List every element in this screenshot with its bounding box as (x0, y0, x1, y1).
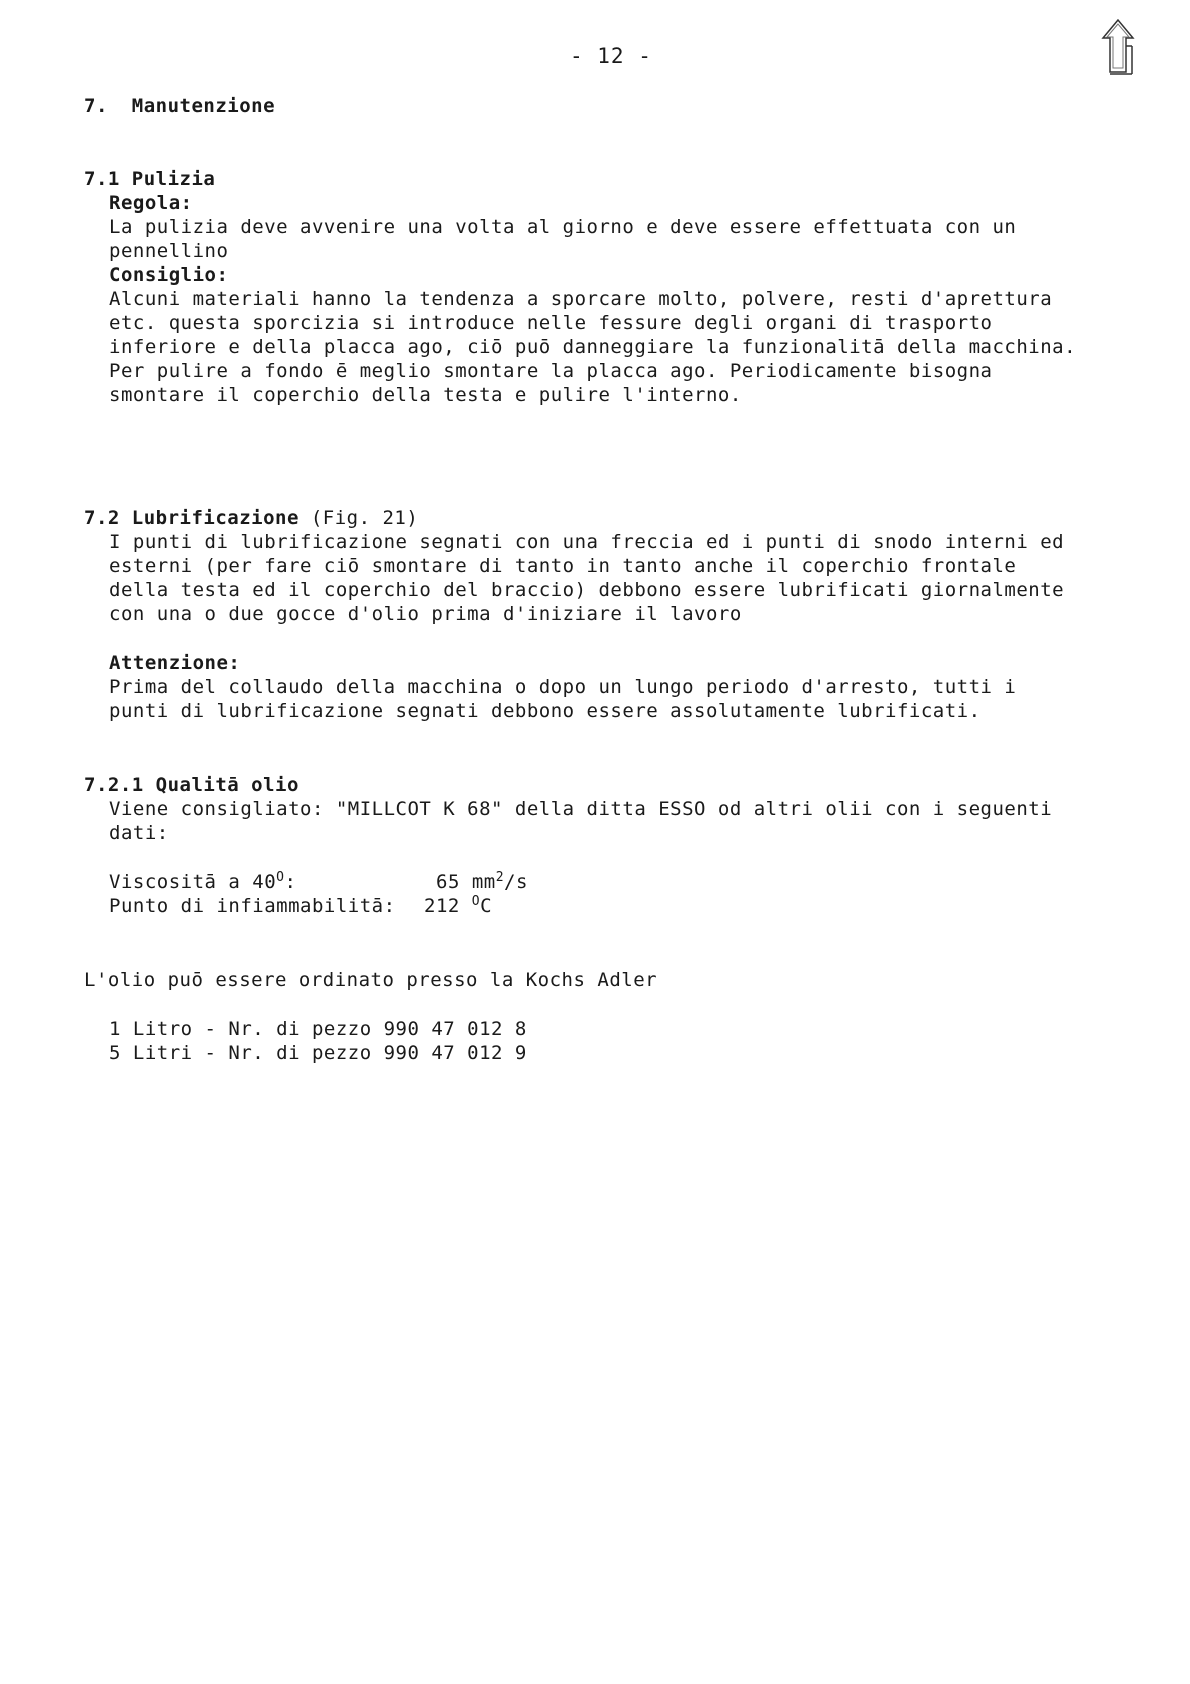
warning-label: Attenzione: (109, 652, 241, 674)
advice-line: inferiore e della placca ago, ciō puō danneggiare la funzionalitā della macchina. (109, 336, 1077, 358)
flash-point-value: 212 $^O$C (424, 894, 493, 917)
advice-label: Consiglio: (109, 264, 229, 286)
subsection-heading-7-1: 7.1 Pulizia (84, 168, 216, 190)
section-heading: 7. Manutenzione (84, 95, 276, 117)
page-number: - 12 - (570, 44, 652, 68)
up-arrow-icon[interactable] (1100, 18, 1136, 76)
warning-line: punti di lubrificazione segnati debbono essere assolutamente lubrificati. (109, 700, 981, 722)
advice-line: Alcuni materiali hanno la tendenza a sporcare molto, polvere, resti d'aprettura (109, 288, 1053, 310)
order-item: 5 Litri - Nr. di pezzo 990 47 012 9 (109, 1042, 527, 1064)
advice-line: etc. questa sporcizia si introduce nelle fessure degli organi di trasporto (109, 312, 993, 334)
body-line: della testa ed il coperchio del braccio) debbono essere lubrificati giornalmente (109, 579, 1065, 601)
rule-line: La pulizia deve avvenire una volta al giorno e deve essere effettuata con un (109, 216, 1017, 238)
body-line: con una o due gocce d'olio prima d'iniziare il lavoro (109, 603, 742, 625)
body-line: dati: (109, 822, 169, 844)
rule-label: Regola: (109, 192, 193, 214)
viscosity-value: 65 $mm^2/s$ (436, 870, 528, 893)
body-line: Viene consigliato: "MILLCOT K 68" della ditta ESSO od altri olii con i seguenti (109, 798, 1053, 820)
subsection-heading-7-2-1: 7.2.1 Qualitā olio (84, 774, 299, 796)
subsection-heading-7-2 (84, 506, 418, 530)
figure-reference: (Fig. 21) (298, 507, 419, 529)
body-line: I punti di lubrificazione segnati con una freccia ed i punti di snodo interni ed (109, 531, 1065, 553)
advice-line: smontare il coperchio della testa e pulire l'interno. (109, 384, 742, 406)
body-line: esterni (per fare ciō smontare di tanto in tanto anche il coperchio frontale (109, 555, 1017, 577)
warning-line: Prima del collaudo della macchina o dopo un lungo periodo d'arresto, tutti i (109, 676, 1017, 698)
order-item: 1 Litro - Nr. di pezzo 990 47 012 8 (109, 1018, 527, 1040)
flash-point-label: Punto di infiammabilitā: (109, 895, 396, 917)
advice-line: Per pulire a fondo ē meglio smontare la placca ago. Periodicamente bisogna (109, 360, 993, 382)
subsection-title: 7.2 Lubrificazione (84, 507, 299, 529)
order-intro: L'olio puō essere ordinato presso la Kochs Adler (84, 969, 658, 991)
rule-line: pennellino (109, 240, 229, 262)
viscosity-label: Viscositā a $40^O$: (109, 870, 297, 893)
